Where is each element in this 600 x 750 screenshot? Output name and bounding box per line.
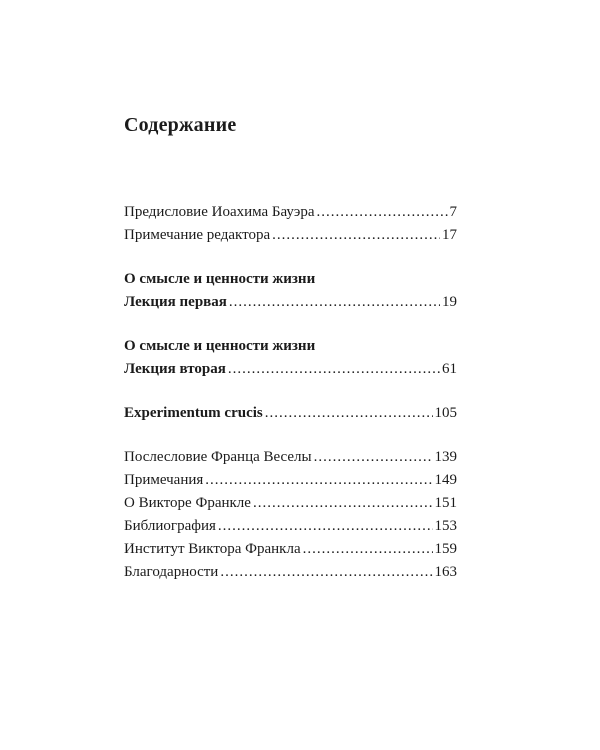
toc-entry-about-frankl[interactable] [124, 492, 457, 515]
dot-leader [253, 492, 433, 515]
toc-page-number: 159 [434, 541, 457, 557]
dot-leader [265, 402, 433, 425]
toc-entry-lecture-one[interactable] [124, 291, 457, 314]
dot-leader [229, 291, 440, 314]
toc-page-number: 163 [434, 564, 457, 580]
toc-entry-label: Лекция вторая [124, 361, 226, 377]
toc-entry-preface[interactable] [124, 201, 457, 224]
dot-leader [317, 201, 448, 224]
toc-section-heading: О смысле и ценности жизни [124, 271, 316, 287]
toc-entry-label: Институт Виктора Франкла [124, 541, 301, 557]
toc-entry-label: О Викторе Франкле [124, 495, 251, 511]
toc-entry-editor-note[interactable] [124, 224, 457, 247]
toc-page-number: 7 [449, 204, 457, 220]
toc-page-number: 153 [434, 518, 457, 534]
toc-section-heading: О смысле и ценности жизни [124, 338, 316, 354]
dot-leader [228, 358, 440, 381]
toc-entry-institute[interactable] [124, 538, 457, 561]
toc-entry-label: Примечания [124, 472, 204, 488]
toc-entry-label: Предисловие Иоахима Бауэра [124, 204, 315, 220]
toc-page-number: 149 [434, 472, 457, 488]
toc-entry-label: Благодарности [124, 564, 219, 580]
dot-leader [303, 538, 433, 561]
toc-entry-label: Experimentum crucis [124, 405, 263, 421]
dot-leader [218, 515, 433, 538]
toc-page-number: 17 [442, 227, 457, 243]
toc-page-number: 61 [442, 361, 457, 377]
toc-page-number: 19 [442, 294, 457, 310]
toc-page-number: 139 [434, 449, 457, 465]
toc-entry-label: Библиография [124, 518, 216, 534]
toc-entry-notes[interactable] [124, 469, 457, 492]
toc-entry-label: Послесловие Франца Веселы [124, 449, 312, 465]
dot-leader [205, 469, 432, 492]
toc-page-number: 151 [434, 495, 457, 511]
toc-entry-label: Примечание редактора [124, 227, 271, 243]
toc-entry-afterword[interactable] [124, 446, 457, 469]
page-title: Содержание [124, 114, 237, 136]
toc-page-number: 105 [434, 405, 457, 421]
table-of-contents [124, 201, 457, 584]
dot-leader [220, 561, 432, 584]
toc-entry-bibliography[interactable] [124, 515, 457, 538]
dot-leader [272, 224, 440, 247]
toc-entry-acknowledgements[interactable] [124, 561, 457, 584]
toc-entry-label: Лекция первая [124, 294, 227, 310]
dot-leader [314, 446, 433, 469]
toc-entry-lecture-two[interactable] [124, 358, 457, 381]
toc-entry-experimentum-crucis[interactable] [124, 402, 457, 425]
